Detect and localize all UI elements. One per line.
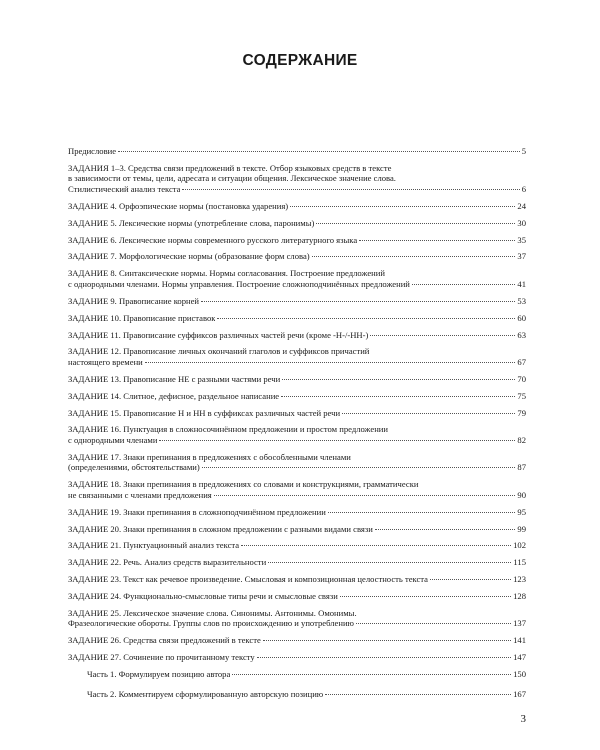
toc-entry [68,251,526,262]
dot-leader [316,223,515,224]
dot-leader [202,467,516,468]
toc-entry-text: настоящего времени [68,356,143,367]
toc-entry-text: ЗАДАНИЕ 14. Слитное, дефисное, раздельное написание [68,390,280,401]
toc-entry [68,608,526,629]
toc-entry-page: 95 [517,506,526,517]
toc-entry-text: (определениями, обстоятельствами) [68,462,200,473]
toc-entry-text: ЗАДАНИЕ 27. Сочинение по прочитанному тексту [68,652,255,663]
dot-leader [356,623,511,624]
toc-entry-text: ЗАДАНИЕ 5. Лексические нормы (употребление слова, паронимы) [68,217,315,228]
toc-entry [68,524,526,535]
dot-leader [201,301,515,302]
toc-subentry [68,689,526,700]
toc-entry-page: 60 [517,312,526,323]
toc-entry-text: ЗАДАНИЕ 22. Речь. Анализ средств выразительности [68,557,267,568]
toc-entry-last-line [68,462,526,473]
toc-entry-line: ЗАДАНИЯ 1–3. Средства связи предложений в тексте. Отбор языковых средств в тексте [68,162,392,173]
dot-leader [312,256,516,257]
toc-entry-text: Часть 1. Формулируем позицию автора [87,669,231,680]
dot-leader [268,562,511,563]
toc-entry-last-line [68,235,526,246]
dot-leader [118,151,520,152]
toc-entry-page: 70 [517,373,526,384]
dot-leader [342,413,515,414]
toc-entry [68,557,526,568]
toc-entry-page: 82 [517,434,526,445]
toc-entry-line: в зависимости от темы, цели, адресата и ситуации общения. Лексическое значение слова. [68,173,396,184]
toc-entry-page: 79 [517,407,526,418]
toc-entry-text: ЗАДАНИЕ 10. Правописание приставок [68,312,216,323]
dot-leader [182,189,519,190]
toc-entry-line: ЗАДАНИЕ 8. Синтаксические нормы. Нормы согласования. Построение предложений [68,268,385,279]
toc-entry-last-line [68,296,526,307]
dot-leader [241,545,511,546]
dot-leader [359,240,515,241]
toc-entry-last-line [68,201,526,212]
toc-entry [68,163,526,195]
toc-entry-page: 147 [513,652,526,663]
dot-leader [375,529,516,530]
toc-entry-page: 24 [517,200,526,211]
toc-entry-last-line [68,490,526,501]
toc-entry-last-line [68,557,526,568]
toc-entry-text: ЗАДАНИЕ 6. Лексические нормы современного русского литературного языка [68,234,358,245]
dot-leader [282,379,515,380]
toc-entry-last-line [87,689,526,700]
toc-entry-text: ЗАДАНИЕ 4. Орфоэпические нормы (постановка ударения) [68,200,289,211]
toc-entry-text: ЗАДАНИЕ 9. Правописание корней [68,295,200,306]
toc-entry-last-line [68,540,526,551]
toc-entry-text: ЗАДАНИЕ 7. Морфологические нормы (образование форм слова) [68,251,310,262]
dot-leader [281,396,515,397]
toc-entry-last-line [68,374,526,385]
toc-entry [68,296,526,307]
toc-entry-text: ЗАДАНИЕ 13. Правописание НЕ с разными частями речи [68,373,281,384]
dot-leader [340,596,511,597]
toc-entry [68,635,526,646]
toc-entry-last-line [68,408,526,419]
toc-entry [68,540,526,551]
toc-entry-page: 6 [521,183,526,194]
dot-leader [370,335,515,336]
toc-entry-text: с однородными членами. Нормы управления. Построение сложноподчинённых предложений [68,278,410,289]
toc-entry-line: ЗАДАНИЕ 17. Знаки препинания в предложениях с обособленными членами [68,451,351,462]
toc-entry [68,313,526,324]
dot-leader [145,362,516,363]
page-title: СОДЕРЖАНИЕ [242,52,358,69]
toc-entry-line: ЗАДАНИЕ 25. Лексическое значение слова. Синонимы. Антонимы. Омонимы. [68,607,357,618]
toc-entry-page: 102 [513,540,526,551]
dot-leader [412,284,516,285]
toc-entry [68,235,526,246]
toc-entry [68,201,526,212]
toc-entry-page: 87 [517,462,526,473]
toc-entry-line: ЗАДАНИЕ 18. Знаки препинания в предложениях со словами и конструкциями, грамматически [68,479,419,490]
dot-leader [217,318,515,319]
toc-entry-last-line [87,669,526,680]
toc-entry [68,268,526,289]
toc-entry-last-line [68,635,526,646]
toc-entry-page: 75 [517,390,526,401]
toc-entry-text: с однородными членами [68,434,158,445]
toc-entry [68,374,526,385]
toc-entry-last-line [68,591,526,602]
toc-entry-page: 35 [517,234,526,245]
toc-entry [68,452,526,473]
dot-leader [232,674,511,675]
toc-subentry [68,669,526,680]
toc-entry-page: 5 [521,146,526,156]
toc-entry-text: ЗАДАНИЕ 23. Текст как речевое произведение. Смысловая и композиционная целостность текста [68,574,428,585]
toc-entry-last-line [68,357,526,368]
toc-entry-last-line [68,652,526,663]
toc-entry-last-line [68,218,526,229]
toc-entry-page: 53 [517,295,526,306]
toc-entry-last-line [68,330,526,341]
dot-leader [159,440,515,441]
toc-entry-text: ЗАДАНИЕ 15. Правописание Н и НН в суффиксах различных частей речи [68,407,341,418]
toc-entry-page: 30 [517,217,526,228]
toc-entry-page: 41 [517,278,526,289]
toc-entry [68,146,526,157]
toc-entry [68,330,526,341]
toc-entry-page: 67 [517,356,526,367]
toc-entry-text: ЗАДАНИЕ 11. Правописание суффиксов различных частей речи (кроме -Н-/-НН-) [68,329,369,340]
toc-entry-last-line [68,146,526,157]
toc-entry-text: Фразеологические обороты. Группы слов по происхождению и употреблению [68,618,354,629]
toc-entry-last-line [68,507,526,518]
toc-entry-text: не связанными с членами предложения [68,489,212,500]
toc-entry-last-line [68,251,526,262]
toc-entry-text: ЗАДАНИЕ 21. Пунктуационный анализ текста [68,540,240,551]
toc-entry-last-line [68,435,526,446]
toc-entry-text: ЗАДАНИЕ 19. Знаки препинания в сложноподчинённом предложении [68,506,326,517]
toc-entry-page: 37 [517,251,526,262]
toc-entry [68,652,526,663]
toc-entry-line: ЗАДАНИЕ 16. Пунктуация в сложносочинённом предложении и простом предложении [68,424,388,435]
toc-entry [68,408,526,419]
dot-leader [257,657,511,658]
toc-entry-page: 167 [513,688,526,699]
toc-entry-last-line [68,184,526,195]
toc-entry [68,218,526,229]
toc-entry-last-line [68,313,526,324]
dot-leader [328,512,516,513]
toc-entry-page: 90 [517,489,526,500]
dot-leader [430,579,511,580]
toc-entry-text: Предисловие [68,146,117,156]
toc-entry-page: 63 [517,329,526,340]
toc-entry-page: 141 [513,635,526,646]
toc-entry-page: 123 [513,574,526,585]
dot-leader [214,495,516,496]
toc-entry-last-line [68,618,526,629]
toc-entry-text: Часть 2. Комментируем сформулированную авторскую позицию [87,688,324,699]
toc-entry [68,346,526,367]
toc-entry [68,507,526,518]
toc-entry-text: ЗАДАНИЕ 20. Знаки препинания в сложном предложении с разными видами связи [68,523,373,534]
page-number: 3 [520,713,526,725]
toc-entry-text: ЗАДАНИЕ 24. Функционально-смысловые типы речи и смысловые связи [68,591,338,602]
toc-entry-page: 150 [513,669,526,680]
toc-entry-page: 99 [517,523,526,534]
toc-entry [68,391,526,402]
toc-entry [68,424,526,445]
toc-entry-page: 128 [513,591,526,602]
dot-leader [325,694,511,695]
toc-entry-text: Стилистический анализ текста [68,183,181,194]
toc-entry [68,591,526,602]
table-of-contents [68,146,526,709]
toc-entry-page: 137 [513,618,526,629]
toc-entry-last-line [68,279,526,290]
toc-entry-last-line [68,391,526,402]
toc-entry-last-line [68,524,526,535]
toc-entry-page: 115 [513,557,526,568]
toc-entry-text: ЗАДАНИЕ 26. Средства связи предложений в тексте [68,635,261,646]
toc-entry [68,479,526,500]
toc-entry-last-line [68,574,526,585]
dot-leader [290,206,515,207]
toc-entry [68,574,526,585]
dot-leader [263,640,511,641]
toc-entry-line: ЗАДАНИЕ 12. Правописание личных окончаний глаголов и суффиксов причастий [68,346,370,357]
